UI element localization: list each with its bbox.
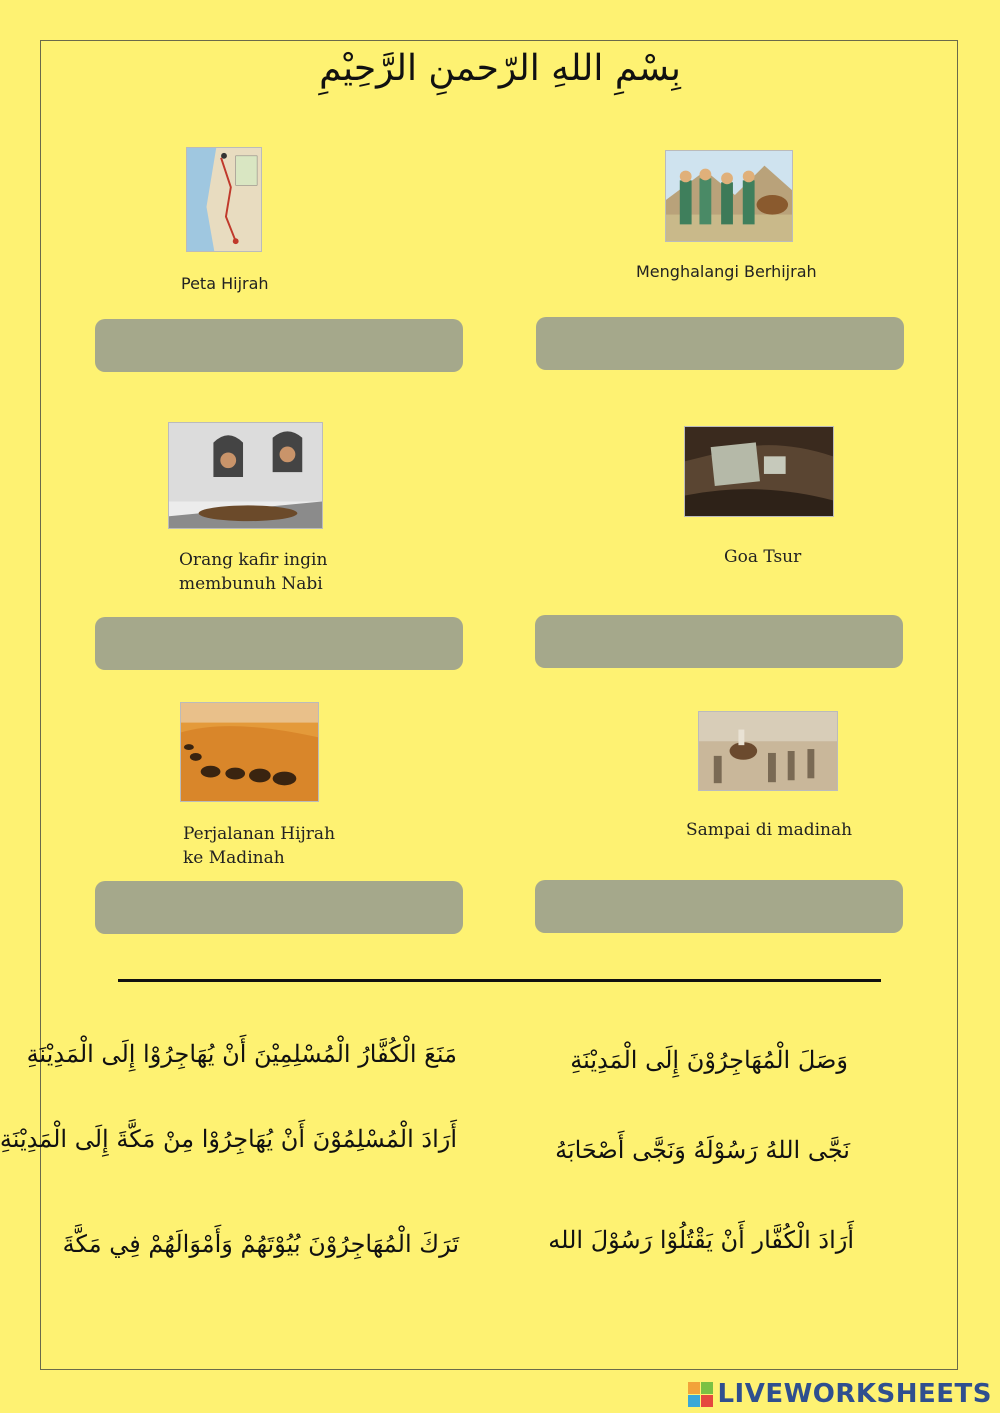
sentence-option-right-2[interactable]: نَجَّى اللهُ رَسُوْلَهُ وَنَجَّى أَصْحَابَهُ — [555, 1136, 850, 1164]
sentence-option-right-3[interactable]: أَرَادَ الْكُفَّار أَنْ يَقْتُلُوْا رَسُوْلَ الله — [548, 1226, 854, 1254]
caption-menghalangi-berhijrah: Menghalangi Berhijrah — [636, 262, 817, 281]
window-scene-image — [168, 422, 323, 529]
caption-sampai-di-madinah: Sampai di madinah — [686, 820, 853, 840]
answer-dropzone-4[interactable] — [535, 615, 903, 668]
basmala-heading: بِسْمِ اللهِ الرّحمنِ الرَّحِيْمِ — [319, 48, 681, 89]
sentence-option-left-3[interactable]: تَرَكَ الْمُهَاجِرُوْنَ بُيُوْتَهُمْ وَأَمْوَالَهُمْ فِي مَكَّةَ — [62, 1230, 459, 1258]
liveworksheets-logo — [688, 1379, 992, 1409]
sentence-option-left-1[interactable]: مَنَعَ الْكُفَّارُ الْمُسْلِمِيْنَ أَنْ يُهَاجِرُوْا إِلَى الْمَدِيْنَةِ — [26, 1040, 457, 1068]
arrival-image — [698, 711, 838, 791]
caption-perjalanan-hijrah: Perjalanan Hijrah ke Madinah — [183, 824, 336, 868]
logo-blocks-icon — [688, 1382, 713, 1407]
sentence-option-left-2[interactable]: أَرَادَ الْمُسْلِمُوْنَ أَنْ يُهَاجِرُوْا مِنْ مَكَّةَ إِلَى الْمَدِيْنَةِ — [0, 1125, 457, 1153]
answer-dropzone-3[interactable] — [95, 617, 463, 670]
desert-caravan-image — [180, 702, 319, 802]
section-divider — [118, 979, 881, 982]
sentence-option-right-1[interactable]: وَصَلَ الْمُهَاجِرُوْنَ إِلَى الْمَدِيْنَةِ — [570, 1046, 848, 1074]
answer-dropzone-2[interactable] — [536, 317, 904, 370]
cave-image — [684, 426, 834, 517]
caption-goa-tsur: Goa Tsur — [724, 547, 802, 567]
answer-dropzone-1[interactable] — [95, 319, 463, 372]
caption-orang-kafir: Orang kafir ingin membunuh Nabi — [179, 550, 328, 594]
map-image — [186, 147, 262, 252]
page-border — [40, 40, 958, 1370]
logo-text: LIVEWORKSHEETS — [717, 1379, 992, 1409]
people-image — [665, 150, 793, 242]
caption-peta-hijrah: Peta Hijrah — [181, 274, 269, 293]
answer-dropzone-6[interactable] — [535, 880, 903, 933]
answer-dropzone-5[interactable] — [95, 881, 463, 934]
